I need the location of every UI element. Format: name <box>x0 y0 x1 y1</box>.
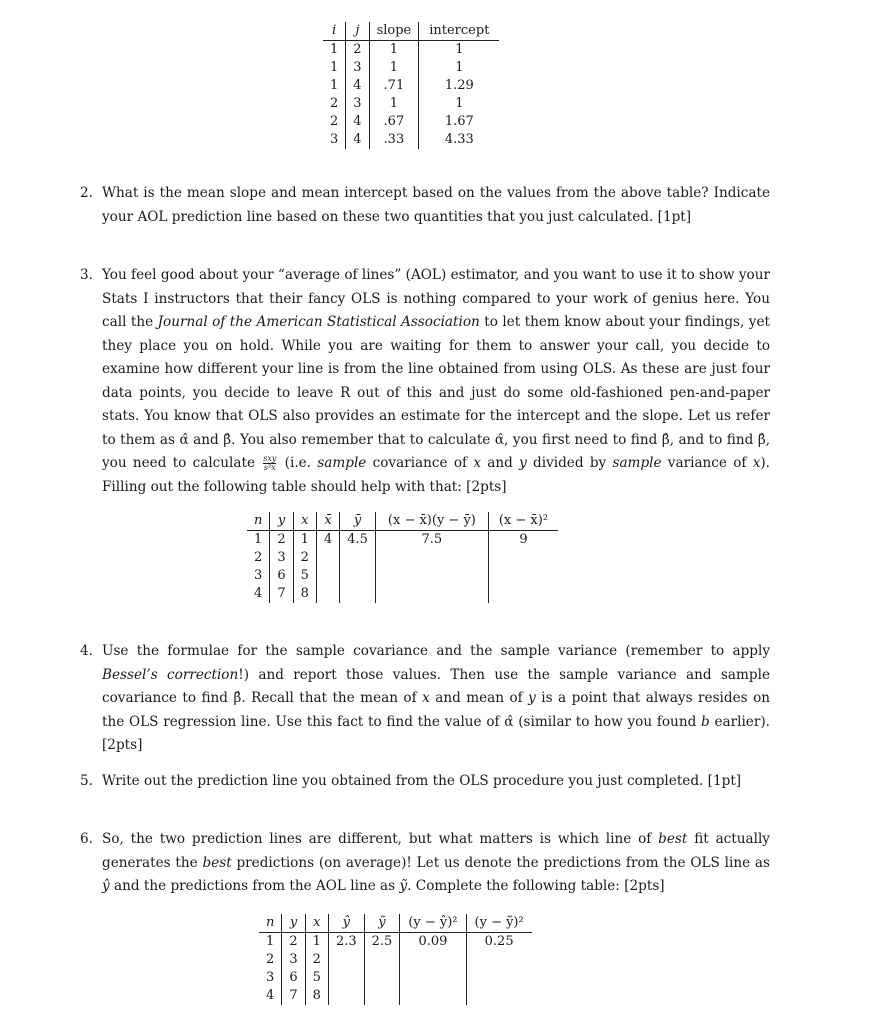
table-cell: 2 <box>305 951 328 969</box>
table-row <box>323 95 499 113</box>
table-cell: 1 <box>293 531 316 550</box>
table-cell: 4 <box>346 77 369 95</box>
column-header: (x − x̄)(y − ȳ) <box>375 512 488 531</box>
column-header: i <box>323 22 346 41</box>
table-row <box>247 585 558 603</box>
table-cell: 4 <box>346 131 369 149</box>
question-text: Use the formulae for the sample covariance and the sample variance (remember to apply Bessel’s correction!) and report those values. Then use the sample variance and sample covariance to find β̂. Recall that the mean of x and mean of y is a point that always resides on the OLS regression line. Use this fact to find the value of α̂ (similar to how you found b earlier). [2pts] <box>102 643 771 753</box>
table-cell: 0.25 <box>484 934 514 949</box>
table-cell: 4.5 <box>340 531 376 550</box>
question-text: What is the mean slope and mean intercept based on the values from the above table? Indicate your AOL prediction line based on these two quantities that you just calculated. [1pt] <box>102 185 770 225</box>
table-cell: 0.09 <box>400 933 466 952</box>
table-cell: 1.67 <box>444 114 474 129</box>
table-cell: 3 <box>346 59 369 77</box>
table-cell: 7.5 <box>375 531 488 550</box>
question-number: 5. <box>80 773 93 789</box>
table-cell: 1 <box>455 42 464 57</box>
table-cell <box>400 969 466 987</box>
table-cell: 7 <box>282 987 305 1005</box>
table-row <box>259 987 532 1005</box>
column-header: ȳ <box>340 512 376 531</box>
question-2 <box>80 182 770 229</box>
column-header: (y − ỹ)² <box>466 914 532 933</box>
table-cell: .71 <box>369 77 419 95</box>
table-cell <box>340 585 376 603</box>
column-header: x <box>305 914 328 933</box>
question-3 <box>80 264 770 499</box>
table-cell <box>488 567 558 585</box>
table-cell: 2 <box>259 951 282 969</box>
table-cell: 2.3 <box>328 933 364 952</box>
slope-intercept-table <box>323 22 499 149</box>
question-number: 3. <box>80 267 93 283</box>
prediction-comparison-table <box>259 914 532 1005</box>
table-header-row <box>259 914 532 933</box>
table-cell <box>400 951 466 969</box>
table-cell: 3 <box>247 567 270 585</box>
table-row <box>323 77 499 95</box>
table-row <box>259 951 532 969</box>
table-cell <box>466 987 532 1005</box>
table-cell <box>340 549 376 567</box>
table-header-row <box>323 22 499 41</box>
table-cell: 1 <box>305 933 328 952</box>
table-cell: 2 <box>270 531 293 550</box>
table-cell: 3 <box>346 95 369 113</box>
question-text: You feel good about your “average of lines” (AOL) estimator, and you want to use it to show your Stats I instructors that their fancy OLS is nothing compared to your work of genius here. You call the Journal of the American Statistical Association to let them know about your findings, yet they place you on hold. While you are waiting for them to answer your call, you decide to examine how different your line is from the line obtained from using OLS. As these are just four data points, you decide to leave R out of this and just do some old-fashioned pen-and-paper stats. You know that OLS also provides an estimate for the intercept and the slope. Let us refer to them as α̂ and β̂. You also remember that to calculate α̂, you first need to find β̂, and to find β̂, you need to calculate sxy s²x (i.e. sample covariance of x and y divided by sample variance of x). Filling out the following table should help with that: [2pts] <box>102 267 771 495</box>
ols-computation-table <box>247 512 558 603</box>
table-header-row <box>247 512 558 531</box>
column-header: x̄ <box>316 512 339 531</box>
question-5 <box>80 770 770 794</box>
table-row <box>323 41 499 60</box>
table-cell: .33 <box>369 131 419 149</box>
table-cell: 4 <box>346 113 369 131</box>
table-cell <box>316 549 339 567</box>
column-header: x <box>293 512 316 531</box>
column-header: j <box>346 22 369 41</box>
table-cell <box>316 567 339 585</box>
table-cell <box>328 969 364 987</box>
table-cell <box>364 987 400 1005</box>
table-cell: 7 <box>270 585 293 603</box>
table-cell <box>488 549 558 567</box>
table-row <box>247 567 558 585</box>
table-cell: 1 <box>455 96 464 111</box>
table-cell <box>375 549 488 567</box>
table-cell: 6 <box>270 567 293 585</box>
table-cell: 8 <box>293 585 316 603</box>
table-cell: 1 <box>247 531 270 550</box>
table-cell: 1 <box>323 59 346 77</box>
table-cell: 2.5 <box>364 933 400 952</box>
table-cell: 1 <box>455 60 464 75</box>
journal-title: Journal of the American Statistical Association <box>157 314 480 330</box>
table-row <box>259 933 532 952</box>
table-cell <box>400 987 466 1005</box>
table-cell: 2 <box>282 933 305 952</box>
table-cell: .67 <box>369 113 419 131</box>
table-cell <box>328 987 364 1005</box>
table-cell <box>375 567 488 585</box>
table-cell: 3 <box>282 951 305 969</box>
table-cell: 1 <box>323 41 346 60</box>
table-cell: 2 <box>323 95 346 113</box>
table-cell: 1 <box>259 933 282 952</box>
column-header: (y − ŷ)² <box>400 914 466 933</box>
table-cell: 2 <box>346 41 369 60</box>
column-header: y <box>270 512 293 531</box>
question-text: Write out the prediction line you obtained from the OLS procedure you just completed. [1pt] <box>102 773 742 789</box>
question-text: So, the two prediction lines are different, but what matters is which line of best fit actually generates the best predictions (on average)! Let us denote the predictions from the OLS line as ŷ and the predictions from the AOL line as ỹ. Complete the following table: [2pts] <box>102 831 770 894</box>
table-cell: 1.29 <box>444 78 474 93</box>
table-cell: 1 <box>369 95 419 113</box>
table-cell: 5 <box>305 969 328 987</box>
table-cell <box>466 951 532 969</box>
table-cell: 4 <box>247 585 270 603</box>
table-cell: 2 <box>247 549 270 567</box>
table-cell <box>340 567 376 585</box>
table-cell <box>364 951 400 969</box>
table-cell: 3 <box>270 549 293 567</box>
question-number: 4. <box>80 643 93 659</box>
table-row <box>323 113 499 131</box>
column-header: slope <box>369 22 419 41</box>
column-header: n <box>259 914 282 933</box>
fraction: sxy s²x <box>263 454 277 472</box>
table-cell <box>466 969 532 987</box>
column-header: y <box>282 914 305 933</box>
table-cell: 9 <box>519 532 528 547</box>
table-cell: 1 <box>369 41 419 60</box>
column-header: n <box>247 512 270 531</box>
table-row <box>259 969 532 987</box>
question-4 <box>80 640 770 758</box>
table-cell: 8 <box>305 987 328 1005</box>
question-number: 2. <box>80 185 93 201</box>
table-cell: 2 <box>293 549 316 567</box>
table-cell <box>328 951 364 969</box>
table-cell: 5 <box>293 567 316 585</box>
table-cell: 1 <box>323 77 346 95</box>
table-cell <box>375 585 488 603</box>
table-cell <box>316 585 339 603</box>
table-row <box>247 549 558 567</box>
column-header: ỹ <box>364 914 400 933</box>
table-cell: 6 <box>282 969 305 987</box>
table-cell: 4 <box>259 987 282 1005</box>
table-cell: 3 <box>259 969 282 987</box>
table-cell: 3 <box>323 131 346 149</box>
table-cell: 1 <box>369 59 419 77</box>
table-row <box>247 531 558 550</box>
table-row <box>323 131 499 149</box>
table-cell: 4 <box>316 531 339 550</box>
table-cell <box>364 969 400 987</box>
table-cell: 2 <box>323 113 346 131</box>
table-row <box>323 59 499 77</box>
column-header: (x − x̄)² <box>488 512 558 531</box>
table-cell <box>488 585 558 603</box>
question-number: 6. <box>80 831 93 847</box>
column-header: ŷ <box>328 914 364 933</box>
question-6 <box>80 828 770 899</box>
table-cell: 4.33 <box>444 132 474 147</box>
column-header: intercept <box>419 22 500 41</box>
